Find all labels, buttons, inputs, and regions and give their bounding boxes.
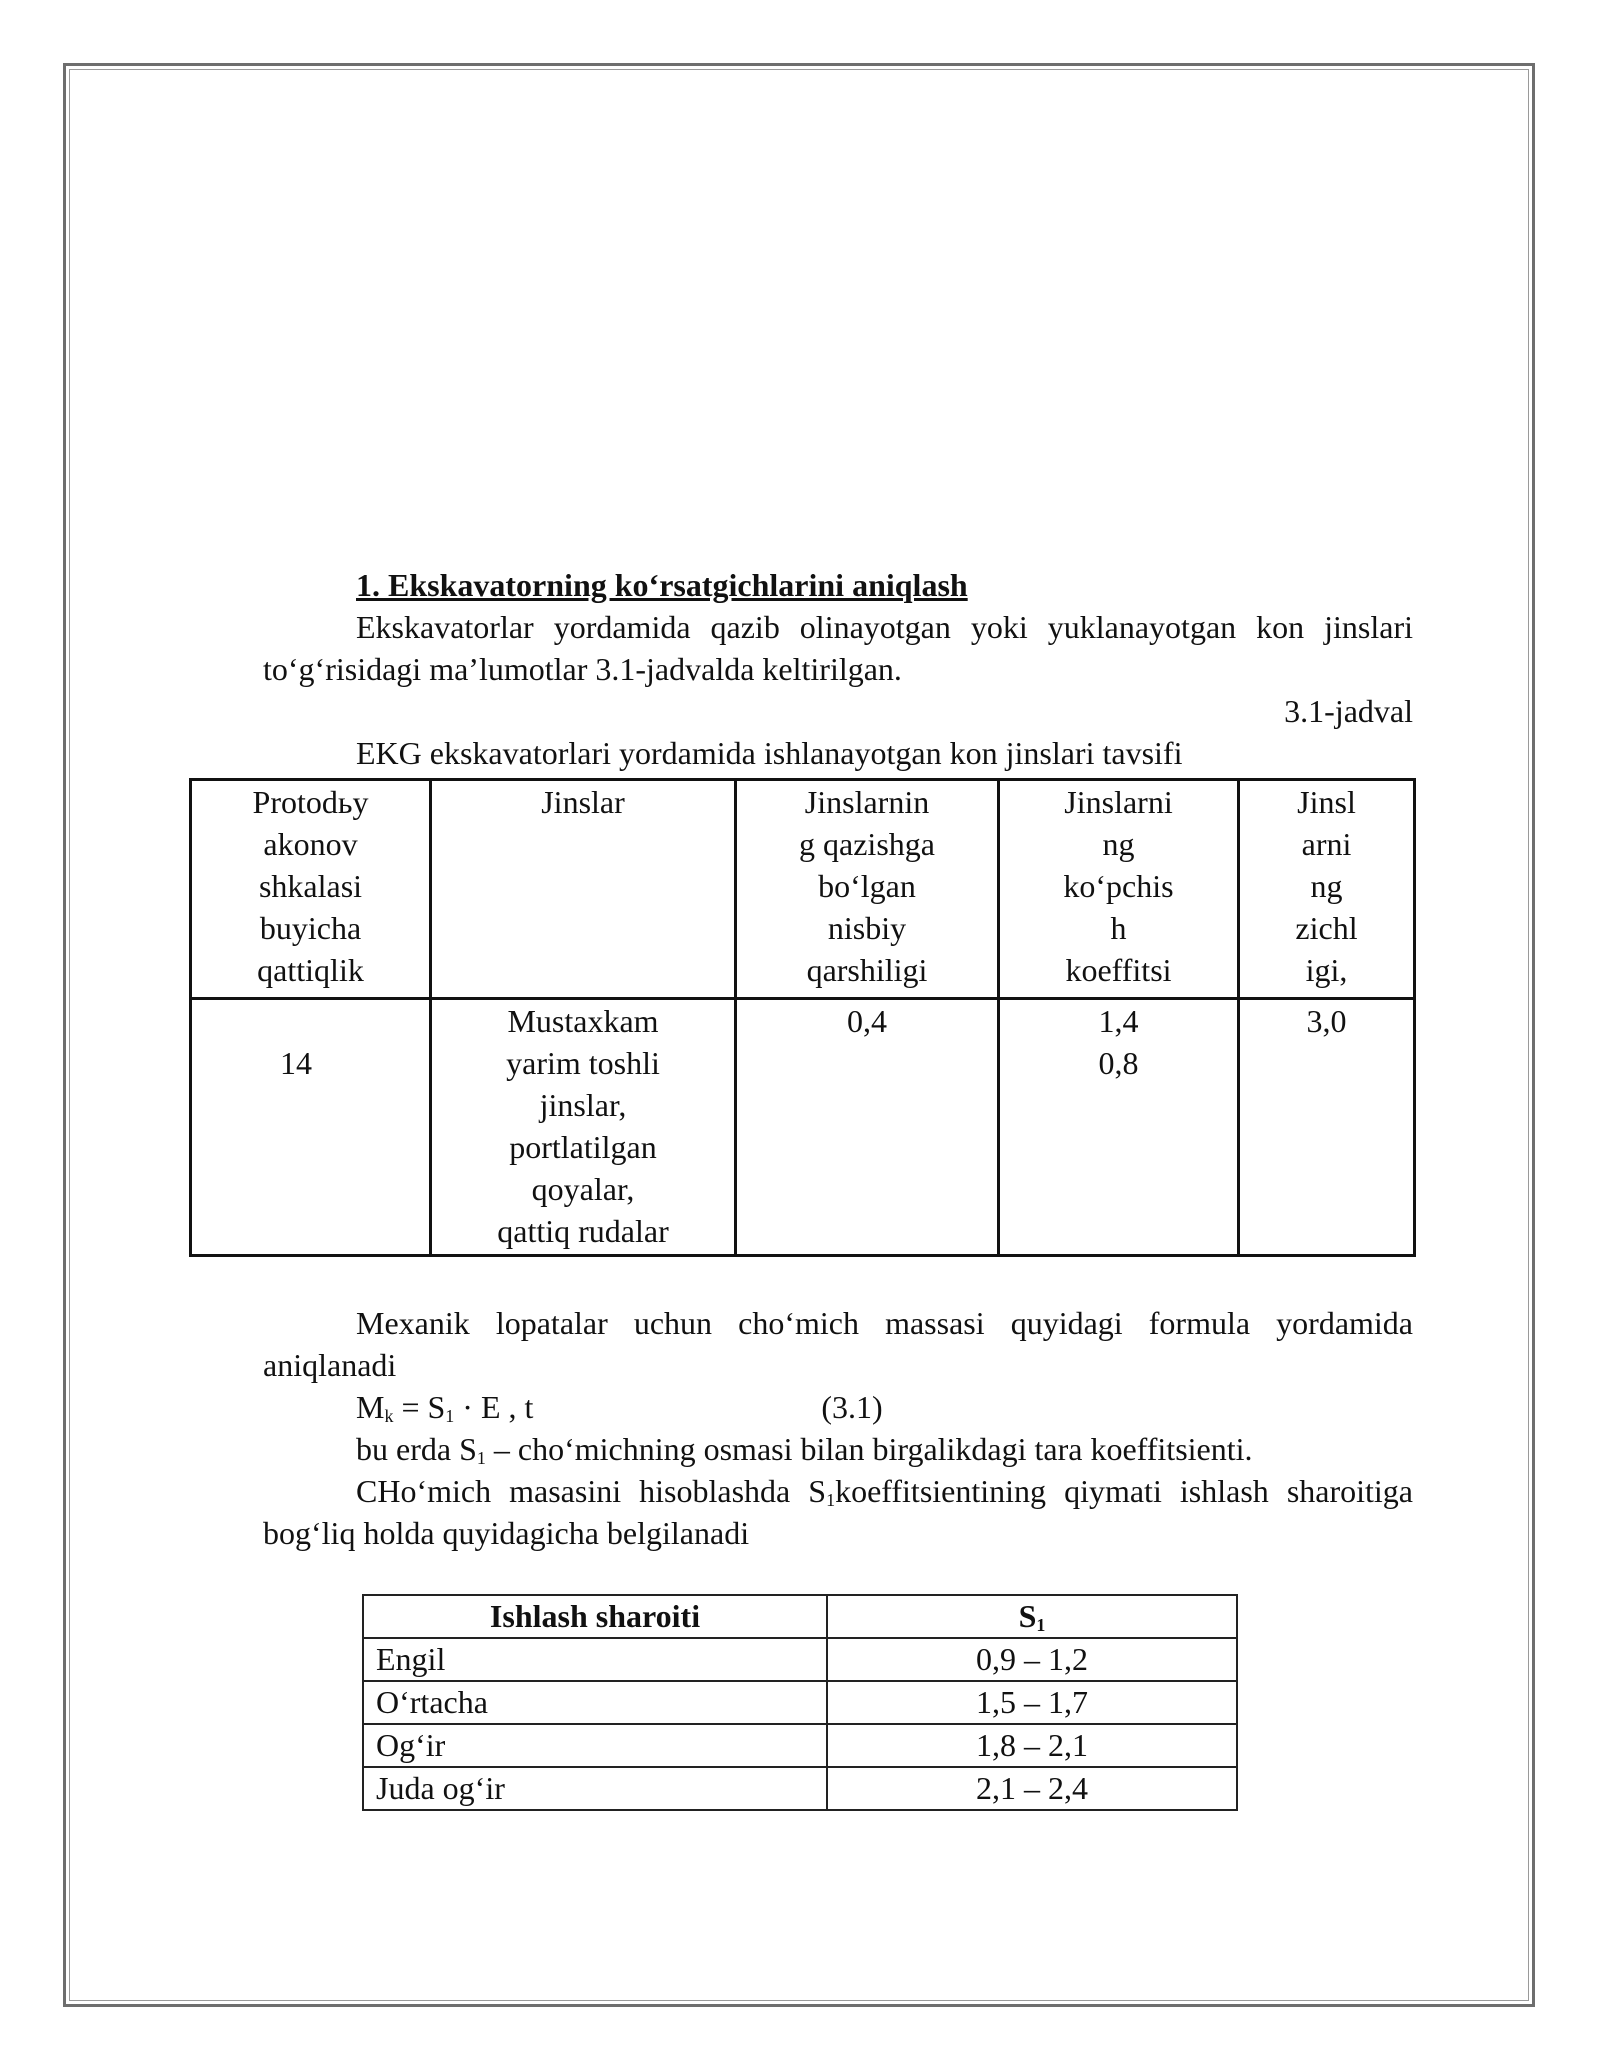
value-cell: 1,5 – 1,7 bbox=[827, 1681, 1237, 1724]
header-line: Jinslarnin bbox=[804, 784, 930, 820]
formula-lhs-sub: k bbox=[384, 1406, 394, 1426]
header-line: shkalasi bbox=[258, 868, 363, 904]
header-line: g qazishga bbox=[799, 826, 935, 862]
s1-paragraph bbox=[263, 1470, 1413, 1554]
header-line: Protodьy bbox=[252, 784, 369, 820]
s1-coefficient-table bbox=[362, 1594, 1238, 1811]
condition-cell: Juda og‘ir bbox=[363, 1767, 827, 1810]
table-header-row bbox=[191, 780, 1415, 999]
value-cell: 1,8 – 2,1 bbox=[827, 1724, 1237, 1767]
s1-sub: 1 bbox=[826, 1490, 836, 1510]
formula-lhs: M bbox=[356, 1389, 385, 1425]
header-hardness bbox=[191, 780, 431, 999]
rock-line: qoyalar, bbox=[531, 1171, 635, 1207]
formula-section bbox=[263, 1302, 1413, 1554]
header-swell bbox=[999, 780, 1239, 999]
header-line: koeffitsi bbox=[1065, 952, 1172, 988]
header-line: ng bbox=[1310, 868, 1343, 904]
header-line: arni bbox=[1301, 826, 1352, 862]
table-label: 3.1-jadval bbox=[1284, 693, 1413, 729]
definition-text: bu erda S bbox=[356, 1431, 477, 1467]
header-line: h bbox=[1110, 910, 1127, 946]
header-line: bo‘lgan bbox=[818, 868, 916, 904]
header-line: zichl bbox=[1295, 910, 1358, 946]
table-row bbox=[363, 1724, 1237, 1767]
cell-resistance bbox=[736, 999, 999, 1256]
rock-line: jinslar, bbox=[539, 1087, 627, 1123]
header-line: Jinsl bbox=[1297, 784, 1356, 820]
header-s1 bbox=[827, 1595, 1237, 1638]
rock-properties-table bbox=[189, 778, 1416, 1257]
table-title: EKG ekskavatorlari yordamida ishlanayotgan kon jinslari tavsifi bbox=[356, 735, 1183, 771]
swell-value: 0,8 bbox=[1098, 1045, 1139, 1081]
header-density bbox=[1239, 780, 1415, 999]
table-row bbox=[363, 1681, 1237, 1724]
header-line: buyicha bbox=[259, 910, 362, 946]
rock-line: portlatilgan bbox=[509, 1129, 657, 1165]
cell-density bbox=[1239, 999, 1415, 1256]
definition-text-end: – cho‘michning osmasi bilan birgalikdagi tara koeffitsienti. bbox=[485, 1431, 1253, 1467]
header-line: qattiqlik bbox=[257, 952, 364, 988]
header-rocks bbox=[431, 780, 736, 999]
section-heading: 1. Ekskavatorning ko‘rsatgichlarini aniqlash bbox=[356, 567, 968, 603]
table-row bbox=[191, 999, 1415, 1256]
rock-line: Mustaxkam bbox=[507, 1003, 659, 1039]
formula-mid: = S bbox=[393, 1389, 446, 1425]
cell-rocks bbox=[431, 999, 736, 1256]
header-line: ng bbox=[1102, 826, 1135, 862]
formula-number: (3.1) bbox=[821, 1389, 883, 1425]
value-cell: 2,1 – 2,4 bbox=[827, 1767, 1237, 1810]
formula-rhs: · E , t bbox=[454, 1389, 534, 1425]
header-line: igi, bbox=[1305, 952, 1348, 988]
header-condition: Ishlash sharoiti bbox=[363, 1595, 827, 1638]
hardness-value: 14 bbox=[280, 1045, 312, 1081]
table-row bbox=[363, 1638, 1237, 1681]
s1-text-end: koeffitsientining qiymati ishlash sharoitiga bog‘liq holda quyidagicha belgilanadi bbox=[263, 1473, 1413, 1551]
intro-paragraph: Ekskavatorlar yordamida qazib olinayotgan yoki yuklanayotgan kon jinslari to‘g‘risidagi ma’lumotlar 3.1-jadvalda keltirilgan. bbox=[263, 609, 1413, 687]
definition-sub: 1 bbox=[476, 1448, 486, 1468]
formula-mid-sub: 1 bbox=[445, 1406, 455, 1426]
header-line: qarshiligi bbox=[806, 952, 928, 988]
rock-line: qattiq rudalar bbox=[497, 1213, 669, 1249]
table-row bbox=[363, 1767, 1237, 1810]
formula-intro-paragraph: Mexanik lopatalar uchun cho‘mich massasi quyidagi formula yordamida aniqlanadi bbox=[263, 1305, 1413, 1383]
condition-cell: Og‘ir bbox=[363, 1724, 827, 1767]
formula-line bbox=[263, 1386, 1413, 1428]
cell-hardness bbox=[191, 999, 431, 1256]
header-line: akonov bbox=[263, 826, 358, 862]
header-line: Jinslar bbox=[541, 784, 625, 820]
s1-text: CHo‘mich masasini hisoblashda S bbox=[356, 1473, 827, 1509]
header-resistance bbox=[736, 780, 999, 999]
rock-line: yarim toshli bbox=[506, 1045, 660, 1081]
header-s1-sub: 1 bbox=[1036, 1615, 1046, 1635]
header-line: nisbiy bbox=[827, 910, 907, 946]
condition-cell: Engil bbox=[363, 1638, 827, 1681]
condition-cell: O‘rtacha bbox=[363, 1681, 827, 1724]
s1-table-header bbox=[363, 1595, 1237, 1638]
document-body bbox=[263, 564, 1413, 774]
value-cell: 0,9 – 1,2 bbox=[827, 1638, 1237, 1681]
definition-paragraph bbox=[263, 1428, 1413, 1470]
header-line: ko‘pchis bbox=[1063, 868, 1174, 904]
header-line: Jinslarni bbox=[1064, 784, 1173, 820]
header-s1-main: S bbox=[1018, 1598, 1037, 1634]
resistance-value: 0,4 bbox=[847, 1003, 887, 1039]
density-value: 3,0 bbox=[1306, 1003, 1347, 1039]
swell-value: 1,4 bbox=[1098, 1003, 1139, 1039]
cell-swell bbox=[999, 999, 1239, 1256]
